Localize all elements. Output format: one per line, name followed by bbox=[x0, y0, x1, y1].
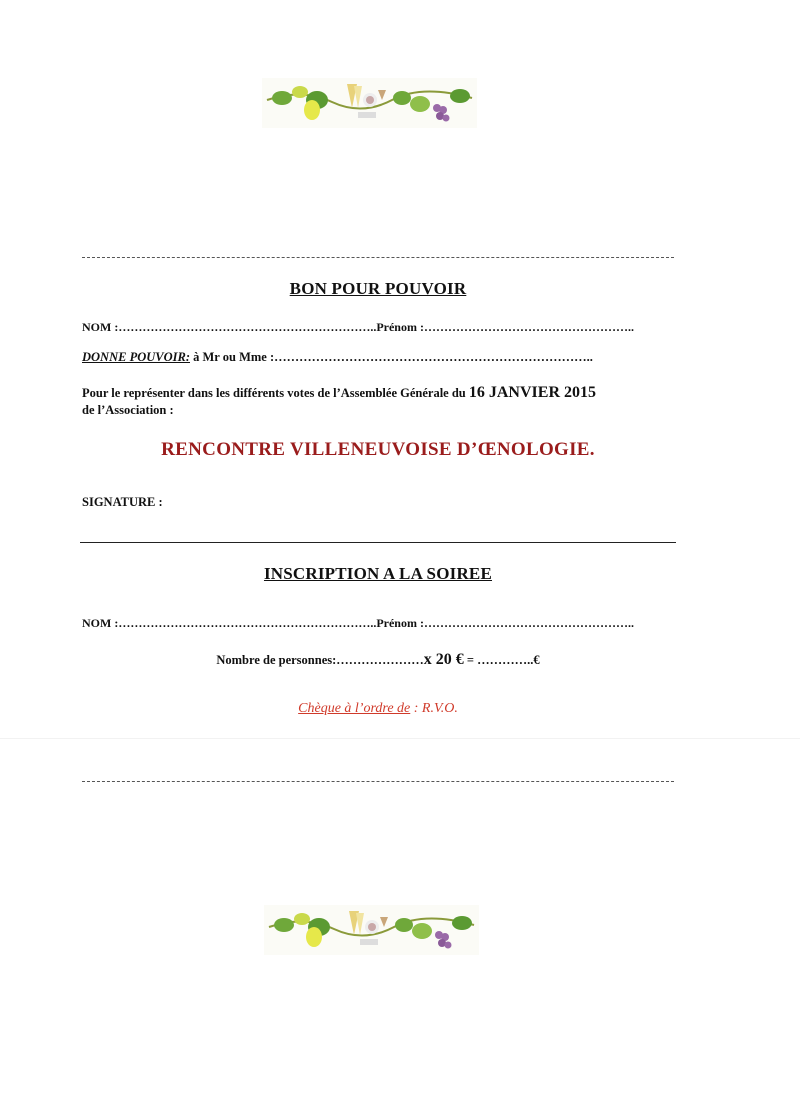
cheque-payee: : R.V.O. bbox=[410, 701, 458, 716]
currency-sign: € bbox=[533, 653, 540, 667]
signature-label: SIGNATURE : bbox=[82, 495, 163, 509]
assembly-date: 16 JANVIER 2015 bbox=[468, 384, 596, 401]
grapevine-ornament-top-icon bbox=[262, 78, 477, 128]
cheque-label: Chèque à l’ordre de bbox=[298, 701, 411, 716]
top-dashed-divider bbox=[82, 257, 674, 258]
total-field[interactable]: ………….. bbox=[477, 653, 534, 667]
inscription-prenom-label: Prénom : bbox=[376, 616, 424, 630]
personnes-field[interactable]: ………………… bbox=[336, 653, 424, 667]
inscription-title: INSCRIPTION A LA SOIREE bbox=[263, 564, 493, 583]
inscription-nom-label: NOM : bbox=[82, 616, 119, 630]
pouvoir-title: BON POUR POUVOIR bbox=[289, 279, 467, 298]
pouvoir-nom-label: NOM : bbox=[82, 320, 119, 334]
personnes-line bbox=[0, 651, 756, 669]
inscription-nom-line bbox=[82, 616, 634, 631]
bottom-dashed-divider bbox=[82, 781, 674, 782]
represent-line-1 bbox=[82, 384, 596, 402]
pouvoir-prenom-label: Prénom : bbox=[376, 320, 424, 334]
donne-pouvoir-text: à Mr ou Mme : bbox=[190, 350, 275, 364]
donne-pouvoir-field[interactable]: ………………………………………………………………….. bbox=[274, 350, 593, 364]
inscription-prenom-field[interactable]: …………………………………………….. bbox=[423, 616, 634, 630]
donne-pouvoir-label: DONNE POUVOIR: bbox=[82, 350, 190, 364]
equals-sign: = bbox=[463, 653, 478, 667]
represent-text: Pour le représenter dans les différents votes de l’Assemblée Générale du bbox=[82, 386, 469, 400]
personnes-label: Nombre de personnes: bbox=[216, 653, 337, 667]
pouvoir-prenom-field[interactable]: …………………………………………….. bbox=[423, 320, 634, 334]
paper-fold bbox=[0, 738, 800, 739]
grapevine-ornament-bottom-icon bbox=[264, 905, 479, 955]
pouvoir-nom-line bbox=[82, 320, 634, 335]
cheque-line bbox=[0, 701, 756, 717]
section-divider bbox=[80, 542, 676, 543]
inscription-nom-field[interactable]: ……………………………………………………….. bbox=[118, 616, 377, 630]
pouvoir-nom-field[interactable]: ……………………………………………………….. bbox=[118, 320, 377, 334]
association-name: RENCONTRE VILLENEUVOISE D’ŒNOLOGIE. bbox=[161, 439, 595, 460]
represent-line-2: de l’Association : bbox=[82, 403, 174, 417]
price: x 20 € bbox=[423, 651, 464, 668]
donne-pouvoir-line bbox=[82, 350, 593, 365]
